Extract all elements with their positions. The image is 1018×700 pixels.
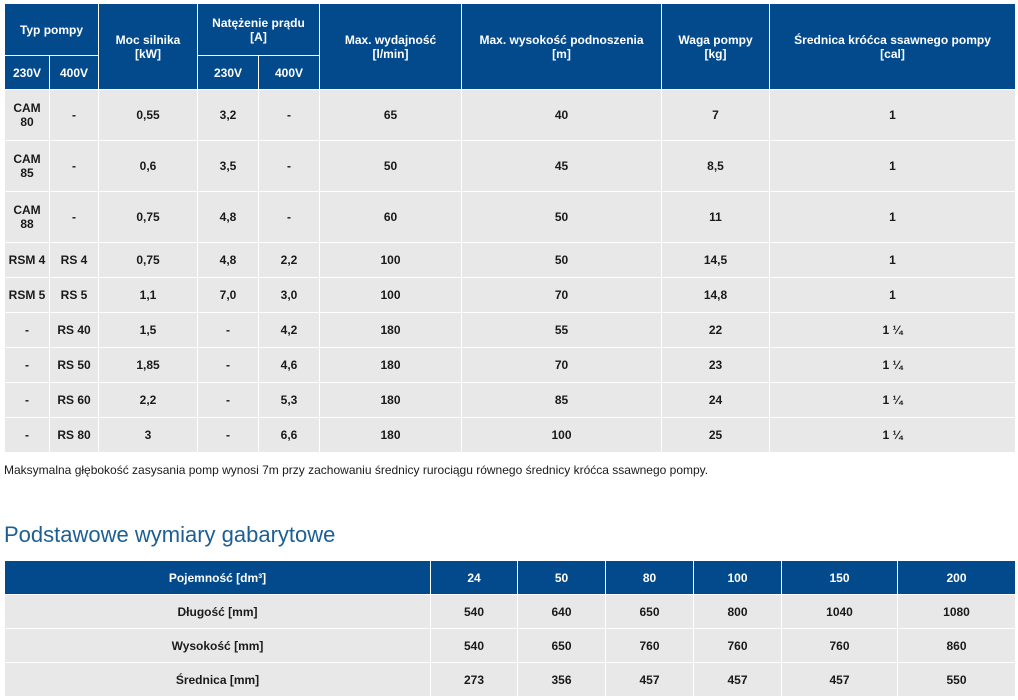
header-current-400v: 400V: [259, 56, 320, 90]
header-type-400v: 400V: [50, 56, 99, 90]
dimension-value: 273: [431, 663, 518, 697]
cell-type-230v: RSM 4: [5, 243, 50, 278]
table-row: [5, 348, 1016, 383]
dimension-value: 860: [898, 629, 1016, 663]
cell-motor-power: 1,5: [99, 313, 198, 348]
cell-weight: 11: [662, 192, 770, 243]
cell-current-400v: 5,3: [259, 383, 320, 418]
cell-current-230v: -: [198, 313, 259, 348]
row-label: Długość [mm]: [5, 595, 431, 629]
cell-type-400v: -: [50, 90, 99, 141]
cell-max-head: 100: [462, 418, 662, 453]
dimension-value: 760: [782, 629, 898, 663]
section-title: Podstawowe wymiary gabarytowe: [4, 522, 336, 547]
cell-weight: 23: [662, 348, 770, 383]
cell-max-head: 70: [462, 278, 662, 313]
pump-specs-table: [4, 3, 1016, 453]
table-row: [5, 90, 1016, 141]
cell-type-400v: RS 60: [50, 383, 99, 418]
cell-type-400v: RS 5: [50, 278, 99, 313]
cell-weight: 24: [662, 383, 770, 418]
cell-weight: 22: [662, 313, 770, 348]
header-current-unit: [A]: [250, 29, 267, 44]
dimension-value: 457: [606, 663, 694, 697]
cell-diameter: 1 ¼: [770, 418, 1016, 453]
header-weight: [662, 4, 770, 90]
dimension-value: 457: [782, 663, 898, 697]
dimension-value: 540: [431, 629, 518, 663]
cell-current-400v: 3,0: [259, 278, 320, 313]
dimension-value: 356: [518, 663, 606, 697]
table-row: [5, 595, 1016, 629]
cell-type-230v: CAM 85: [5, 141, 50, 192]
cell-max-head: 85: [462, 383, 662, 418]
cell-diameter: 1: [770, 192, 1016, 243]
cell-motor-power: 0,75: [99, 243, 198, 278]
cell-current-400v: -: [259, 141, 320, 192]
cell-current-230v: -: [198, 348, 259, 383]
dimension-value: 1040: [782, 595, 898, 629]
cell-diameter: 1 ¼: [770, 348, 1016, 383]
header-max-flow-label: Max. wydajność: [344, 32, 437, 47]
cell-current-230v: -: [198, 383, 259, 418]
table-row: [5, 663, 1016, 697]
dimension-value: 650: [518, 629, 606, 663]
cell-max-head: 45: [462, 141, 662, 192]
cell-type-230v: -: [5, 418, 50, 453]
cell-type-400v: -: [50, 192, 99, 243]
dimension-value: 650: [606, 595, 694, 629]
header-max-flow: [320, 4, 462, 90]
dimension-value: 1080: [898, 595, 1016, 629]
table-row: [5, 243, 1016, 278]
header-diameter-label: Średnica króćca ssawnego pompy: [794, 32, 991, 47]
header-max-head: [462, 4, 662, 90]
header-capacity-value: 100: [694, 561, 782, 595]
dimension-value: 760: [606, 629, 694, 663]
cell-motor-power: 1,1: [99, 278, 198, 313]
cell-current-400v: -: [259, 90, 320, 141]
header-capacity: Pojemność [dm³]: [5, 561, 431, 595]
cell-diameter: 1: [770, 243, 1016, 278]
header-diameter-unit: [cal]: [880, 46, 905, 61]
cell-type-400v: RS 50: [50, 348, 99, 383]
cell-current-230v: 3,2: [198, 90, 259, 141]
row-label: Wysokość [mm]: [5, 629, 431, 663]
cell-diameter: 1: [770, 90, 1016, 141]
cell-max-head: 40: [462, 90, 662, 141]
cell-diameter: 1: [770, 278, 1016, 313]
cell-current-230v: 4,8: [198, 243, 259, 278]
cell-max-flow: 60: [320, 192, 462, 243]
dimension-value: 800: [694, 595, 782, 629]
cell-max-flow: 180: [320, 383, 462, 418]
dimensions-header-row: [5, 561, 1016, 595]
cell-weight: 7: [662, 90, 770, 141]
dimension-value: 550: [898, 663, 1016, 697]
header-capacity-value: 200: [898, 561, 1016, 595]
header-weight-unit: [kg]: [704, 46, 727, 61]
cell-weight: 14,5: [662, 243, 770, 278]
cell-max-flow: 100: [320, 243, 462, 278]
header-motor-power-label: Moc silnika: [115, 32, 181, 47]
cell-type-230v: RSM 5: [5, 278, 50, 313]
header-capacity-value: 50: [518, 561, 606, 595]
cell-weight: 25: [662, 418, 770, 453]
header-capacity-value: 24: [431, 561, 518, 595]
table-row: [5, 418, 1016, 453]
header-type-230v: 230V: [5, 56, 50, 90]
cell-max-flow: 50: [320, 141, 462, 192]
cell-motor-power: 0,6: [99, 141, 198, 192]
table-row: [5, 313, 1016, 348]
cell-max-flow: 180: [320, 348, 462, 383]
header-max-head-unit: [m]: [552, 46, 571, 61]
cell-current-230v: 3,5: [198, 141, 259, 192]
table-row: [5, 383, 1016, 418]
header-current-230v: 230V: [198, 56, 259, 90]
cell-type-400v: RS 40: [50, 313, 99, 348]
cell-type-400v: RS 4: [50, 243, 99, 278]
header-pump-type: Typ pompy: [5, 4, 99, 56]
row-label: Średnica [mm]: [5, 663, 431, 697]
header-capacity-value: 150: [782, 561, 898, 595]
cell-max-flow: 180: [320, 418, 462, 453]
cell-motor-power: 1,85: [99, 348, 198, 383]
table-row: [5, 629, 1016, 663]
header-motor-power: [99, 4, 198, 90]
cell-max-head: 50: [462, 243, 662, 278]
pump-table-body: [5, 90, 1016, 453]
table-row: [5, 278, 1016, 313]
cell-current-230v: 7,0: [198, 278, 259, 313]
cell-max-head: 70: [462, 348, 662, 383]
header-motor-power-unit: [kW]: [135, 46, 161, 61]
table-row: [5, 141, 1016, 192]
cell-motor-power: 0,55: [99, 90, 198, 141]
cell-diameter: 1: [770, 141, 1016, 192]
dimension-value: 760: [694, 629, 782, 663]
cell-type-400v: RS 80: [50, 418, 99, 453]
cell-max-flow: 65: [320, 90, 462, 141]
cell-type-230v: -: [5, 348, 50, 383]
header-capacity-value: 80: [606, 561, 694, 595]
cell-type-230v: -: [5, 383, 50, 418]
header-max-head-label: Max. wysokość podnoszenia: [479, 32, 644, 47]
dimension-value: 540: [431, 595, 518, 629]
cell-weight: 8,5: [662, 141, 770, 192]
cell-current-400v: 2,2: [259, 243, 320, 278]
dimension-value: 457: [694, 663, 782, 697]
cell-current-230v: 4,8: [198, 192, 259, 243]
cell-motor-power: 2,2: [99, 383, 198, 418]
header-current-label: Natężenie prądu: [212, 15, 305, 30]
cell-current-400v: 6,6: [259, 418, 320, 453]
header-current: [198, 4, 320, 56]
dimensions-table-body: [5, 595, 1016, 697]
cell-motor-power: 0,75: [99, 192, 198, 243]
cell-current-400v: 4,6: [259, 348, 320, 383]
cell-max-flow: 180: [320, 313, 462, 348]
cell-type-230v: CAM 80: [5, 90, 50, 141]
cell-current-400v: -: [259, 192, 320, 243]
cell-max-head: 50: [462, 192, 662, 243]
cell-motor-power: 3: [99, 418, 198, 453]
cell-current-400v: 4,2: [259, 313, 320, 348]
dimensions-table: [4, 560, 1016, 697]
cell-max-flow: 100: [320, 278, 462, 313]
suction-depth-note: Maksymalna głębokość zasysania pomp wynosi 7m przy zachowaniu średnicy rurociągu równego średnicy króćca ssawnego pompy.: [4, 463, 709, 477]
cell-type-230v: CAM 88: [5, 192, 50, 243]
table-row: [5, 192, 1016, 243]
cell-type-230v: -: [5, 313, 50, 348]
cell-type-400v: -: [50, 141, 99, 192]
header-diameter: [770, 4, 1016, 90]
header-max-flow-unit: [l/min]: [372, 46, 409, 61]
cell-weight: 14,8: [662, 278, 770, 313]
dimension-value: 640: [518, 595, 606, 629]
cell-max-head: 55: [462, 313, 662, 348]
cell-current-230v: -: [198, 418, 259, 453]
cell-diameter: 1 ¼: [770, 313, 1016, 348]
cell-diameter: 1 ¼: [770, 383, 1016, 418]
header-weight-label: Waga pompy: [678, 32, 753, 47]
